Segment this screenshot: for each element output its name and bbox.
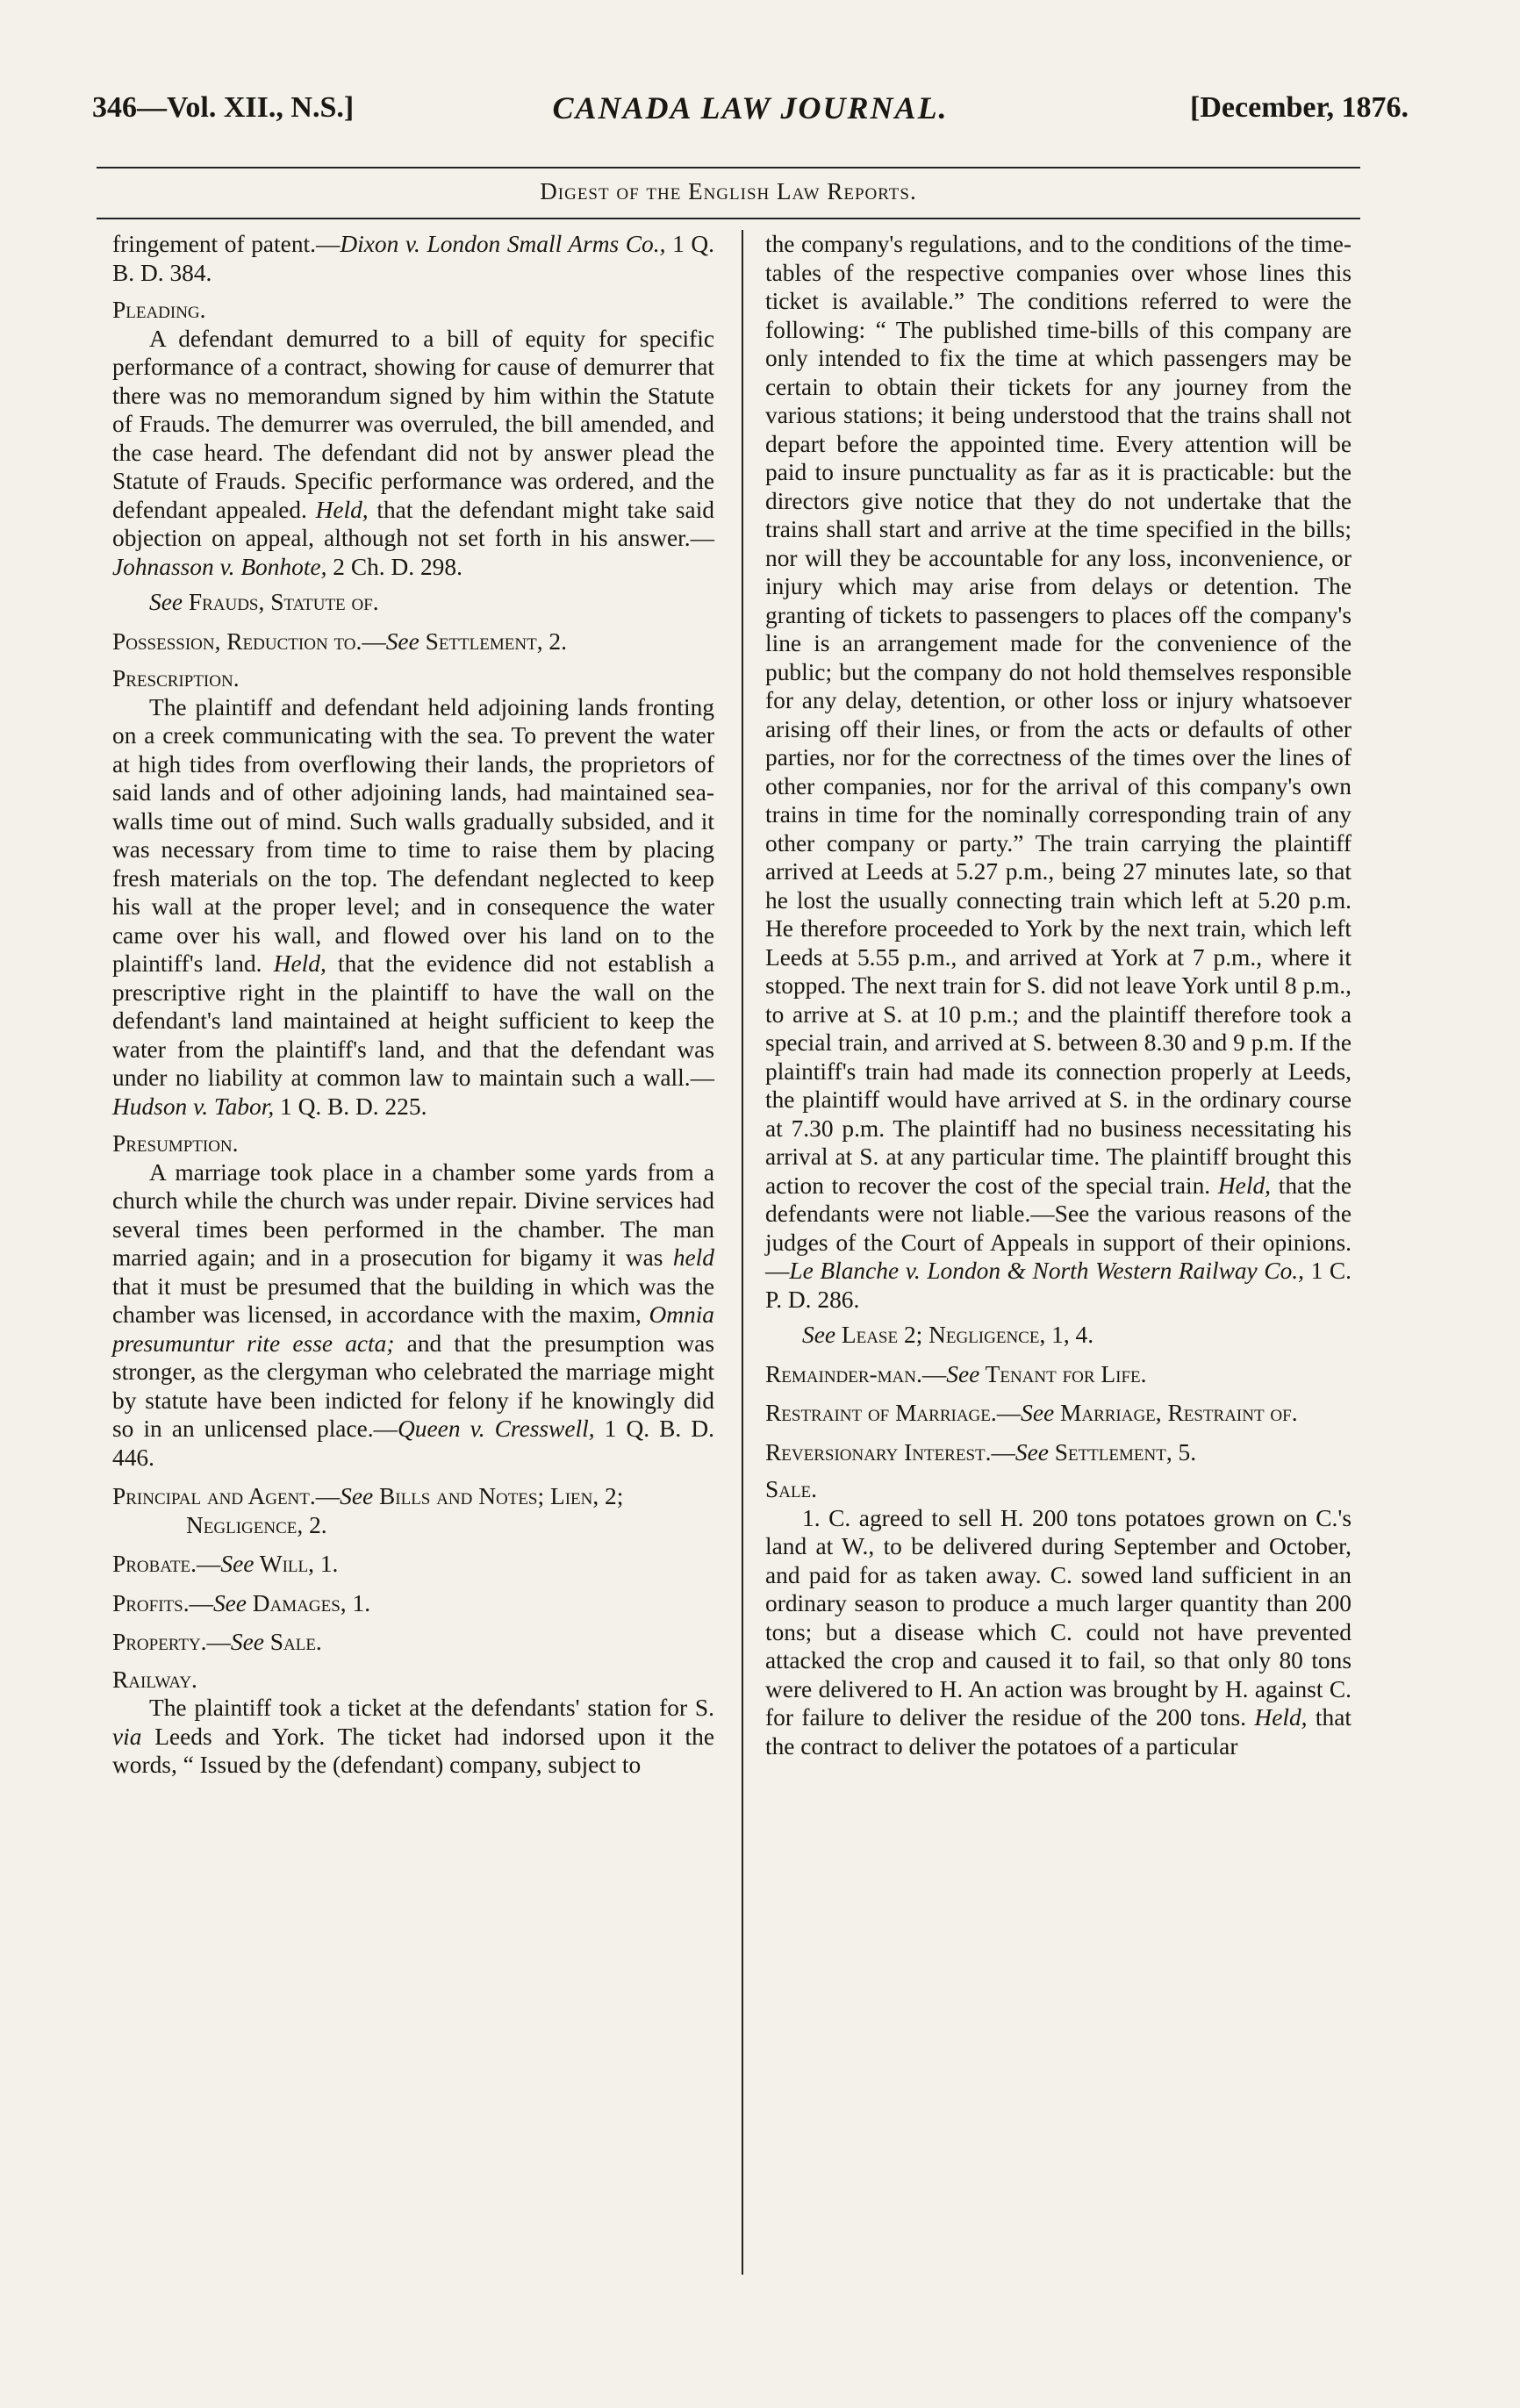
entry-railway: The plaintiff took a ticket at the defendants' station for S. via Leeds and York. The ticket had indorsed upon it the words, “ Issued by the (defendant) company, subject to [112, 1695, 714, 1778]
entry-pleading: A defendant demurred to a bill of equity for specific performance of a contract, showing for cause of demurrer that there was no memorandum signed by him within the Statute of Frauds. The demurrer was overruled, the bill amended, and the case heard. The defendant did not by answer plead the Statute of Frauds. Specific performance was ordered, and the defendant appealed. Held, that the defendant might take said objection on appeal, although not set forth in his answer.—Johnasson v. Bonhote, 2 Ch. D. 298. [112, 325, 715, 580]
left-column [112, 230, 714, 1780]
entry-restraint-marriage: Restraint of Marriage.—See Marriage, Restraint of. [765, 1400, 1298, 1426]
case-name: Dixon v. London Small Arms Co., [340, 231, 666, 257]
entry-reversionary-interest: Reversionary Interest.—See Settlement, 5. [765, 1438, 1197, 1466]
right-column [765, 230, 1352, 1760]
entry-probate: Probate.—See Will, 1. [112, 1551, 339, 1577]
heading-railway: Railway. [112, 1666, 197, 1693]
entry-railway-continuation: the company's regulations, and to the conditions of the time-tables of the respective companies over whose lines this ticket is available.” The conditions referred to were the following: “ The published time-bills of this company are only intended to fix the time at which passengers may be certain to obtain their tickets for any journey from the various stations; it being understood that the trains shall not depart before the appointed time. Every attention will be paid to insure punctuality as far as it is practicable: but the directors give notice that they do not undertake that the trains shall start and arrive at the time specified in the bills; nor will they be accountable for any loss, inconvenience, or injury which may arise from delays or detention. The granting of tickets to passengers to places off the company's line is an arrangement made for the convenience of the public; but the company do not hold themselves responsible for any delay, detention, or other loss or injury whatsoever arising off their lines, or from the acts or defaults of other parties, nor for the correctness of the times over the lines of other companies, nor for the arrival of this company's own trains in time for the nominally corresponding train of any other company or party.” The train carrying the plaintiff arrived at Leeds at 5.27 p.m., being 27 minutes late, so that he lost the usually connecting train which left at 5.20 p.m. He therefore proceeded to York by the next train, which left Leeds at 5.55 p.m., and arrived at York at 7 p.m., where it stopped. The next train for S. did not leave York until 8 p.m., to arrive at S. at 10 p.m.; and the plaintiff therefore took a special train, and arrived at S. between 8.30 and 9 p.m. If the plaintiff's train had made its connection properly at Leeds, the plaintiff would have arrived at S. in the ordinary course at 7.30 p.m. The plaintiff had no business necessitating his arrival at S. at any particular time. The plaintiff brought this action to recover the cost of the special train. Held, that the defendants were not liable.—See the various reasons of the judges of the Court of Appeals in support of their opinions.—Le Blanche v. London & North Western Railway Co., 1 C. P. D. 286. [765, 231, 1352, 1313]
entry-prescription: The plaintiff and defendant held adjoining lands fronting on a creek communicating with the sea. To prevent the water at high tides from overflowing their lands, the proprietors of said lands and of other adjoining lands, had maintained sea-walls time out of mind. Such walls gradually subsided, and it was necessary from time to time to raise them by placing fresh materials on the top. The defendant neglected to keep his wall at the proper level; and in consequence the water came over his wall, and flowed over his land on to the plaintiff's land. Held, that the evidence did not establish a prescriptive right in the plaintiff to have the wall on the defendant's land maintained at height sufficient to keep the water from the plaintiff's land, and that the defendant was under no liability at common law to maintain such a wall.—Hudson v. Tabor, 1 Q. B. D. 225. [112, 693, 715, 1120]
entry-principal-agent: Principal and Agent.—See Bills and Notes; Lien, 2; Negligence, 2. [112, 1483, 624, 1538]
entry-property: Property.—See Sale. [112, 1629, 322, 1655]
heading-prescription: Prescription. [112, 665, 240, 692]
running-header [92, 81, 1409, 133]
entry-possession: Possession, Reduction to.—See Settlement, 2. [112, 627, 567, 655]
case-name: Johnasson v. Bonhote, [112, 553, 327, 580]
section-subtitle: Digest of the English Law Reports. [540, 178, 917, 204]
cross-ref-lease: See Lease 2; Negligence, 1, 4. [802, 1322, 1094, 1348]
page-volume-number: 346—Vol. XII., N.S.] [92, 91, 355, 124]
entry-patent-continuation: fringement of patent.—Dixon v. London Small Arms Co., 1 Q. B. D. 384. [112, 231, 714, 286]
heading-pleading: Pleading. [112, 297, 206, 323]
cross-ref-frauds: See Frauds, Statute of. [149, 589, 379, 615]
case-name: Queen v. Cresswell, [398, 1415, 595, 1442]
case-name: Hudson v. Tabor, [112, 1093, 275, 1120]
entry-profits: Profits.—See Damages, 1. [112, 1589, 371, 1616]
heading-presumption: Presumption. [112, 1130, 239, 1157]
subtitle-rule [97, 218, 1360, 219]
entry-remainder-man: Remainder-man.—See Tenant for Life. [765, 1360, 1147, 1387]
issue-date: [December, 1876. [1190, 91, 1409, 124]
journal-title: CANADA LAW JOURNAL. [552, 90, 949, 125]
entry-presumption: A marriage took place in a chamber some yards from a church while the church was under repair. Divine services had several times been performed in the chamber. The man married again; and in a prosecution for bigamy it was held that it must be presumed that the building in which was the chamber was licensed, in accordance with the maxim, Omnia presumuntur rite esse acta; and that the presumption was stronger, as the clergyman who celebrated the marriage might by statute have been indicted for felony if he knowingly did so in an unlicensed place.—Queen v. Cresswell, 1 Q. B. D. 446. [112, 1158, 715, 1471]
entry-sale: 1. C. agreed to sell H. 200 tons potatoes grown on C.'s land at W., to be delivered during September and October, and paid for as taken away. C. sowed land sufficient in an ordinary season to produce a much larger quantity than 200 tons; but a disease which C. could not have prevented attacked the crop and caused it to fail, so that only 80 tons were delivered to H. An action was brought by H. against C. for failure to deliver the residue of the 200 tons. Held, that the contract to deliver the potatoes of a particular [765, 1504, 1352, 1759]
column-divider [742, 230, 743, 2275]
heading-sale: Sale. [765, 1476, 818, 1502]
case-name: Le Blanche v. London & North Western Railway Co., [789, 1258, 1304, 1284]
header-rule [97, 167, 1360, 168]
